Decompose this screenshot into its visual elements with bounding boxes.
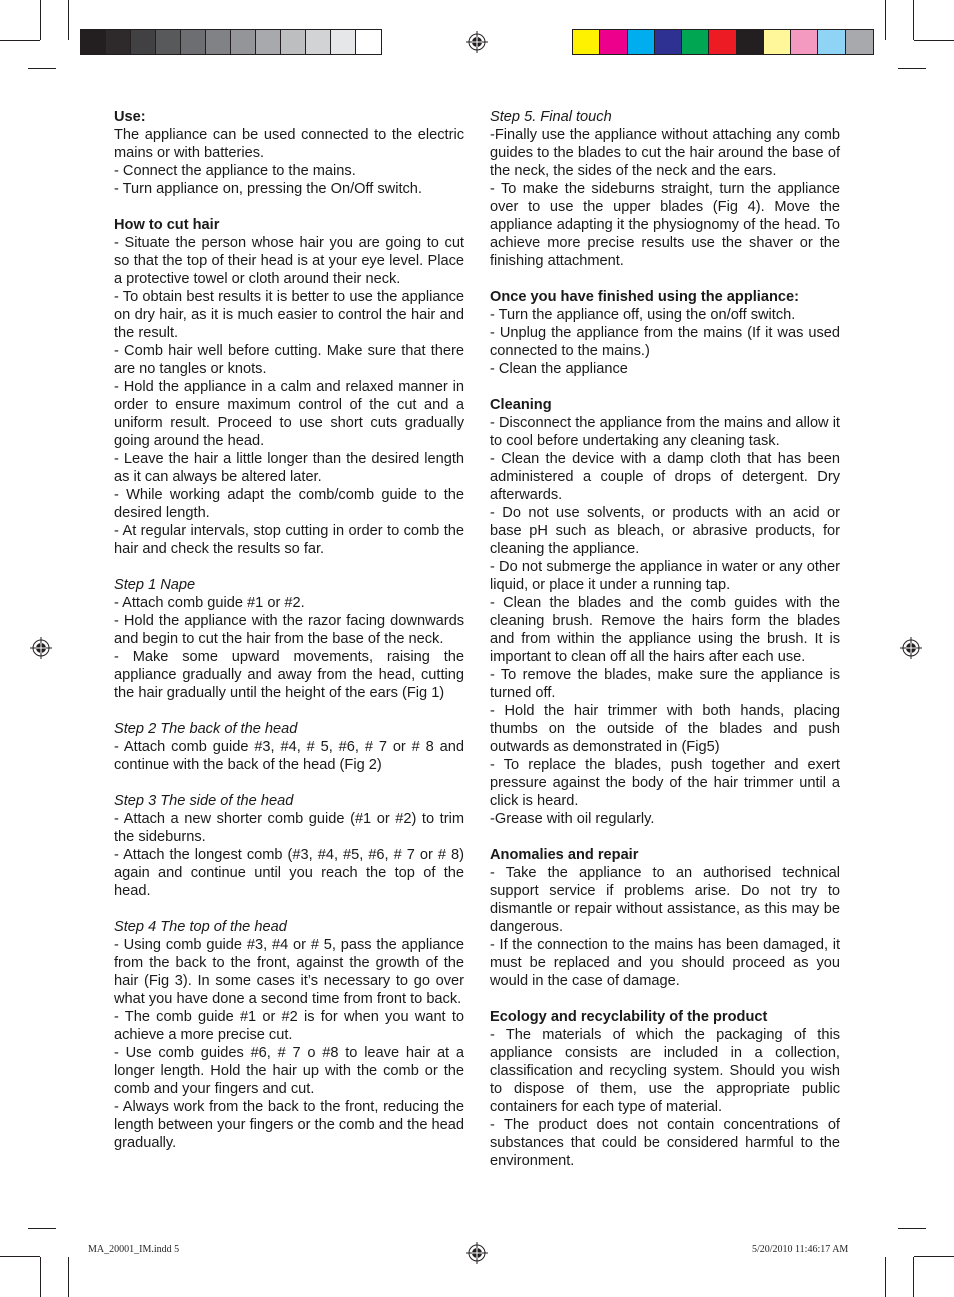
paragraph: - Situate the person whose hair you are going to cut so that the top of their head is at your eye level. Place a protective towel or cloth around their neck. <box>114 235 464 287</box>
right-text-column <box>490 108 840 1170</box>
paragraph: -Finally use the appliance without attaching any comb guides to the blades to cut the hair around the base of the neck, the sides of the neck and the ears. <box>490 127 840 179</box>
step-heading: Step 3 The side of the head <box>114 793 294 809</box>
paragraph: - To remove the blades, make sure the appliance is turned off. <box>490 667 840 701</box>
crop-mark <box>914 1256 954 1257</box>
crop-mark <box>885 0 886 40</box>
color-swatch <box>818 30 845 54</box>
paragraph: - The product does not contain concentrations of substances that could be considered harmful to the environment. <box>490 1117 840 1169</box>
paragraph: - To replace the blades, push together and exert pressure against the body of the hair trimmer until a click is heard. <box>490 757 840 809</box>
paragraph: - Hold the hair trimmer with both hands, placing thumbs on the outside of the blades and push outwards as demonstrated in (Fig5) <box>490 703 840 755</box>
color-swatch <box>156 30 181 54</box>
crop-mark <box>898 68 926 69</box>
paragraph: - Take the appliance to an authorised technical support service if problems arise. Do not try to dismantle or repair without assistance, as this may be dangerous. <box>490 865 840 935</box>
paragraph: - Hold the appliance in a calm and relaxed manner in order to ensure maximum control of the cut and a uniform result. Proceed to use short cuts gradually going around the head. <box>114 379 464 449</box>
paragraph: - The materials of which the packaging of this appliance consists are included in a collection, classification and recycling system. Should you wish to dispose of them, use the appropriate public containers for each type of material. <box>490 1027 840 1115</box>
color-swatch <box>281 30 306 54</box>
color-swatch <box>131 30 156 54</box>
paragraph: - Turn the appliance off, using the on/off switch. <box>490 307 796 323</box>
paragraph: - Unplug the appliance from the mains (If it was used connected to the mains.) <box>490 325 840 359</box>
paragraph: -Grease with oil regularly. <box>490 811 655 827</box>
paragraph: - Disconnect the appliance from the mains and allow it to cool before undertaking any cleaning task. <box>490 415 840 449</box>
section-heading: Ecology and recyclability of the product <box>490 1009 768 1025</box>
color-swatch <box>356 30 381 54</box>
color-swatch <box>81 30 106 54</box>
color-swatch <box>791 30 818 54</box>
paragraph: - Clean the appliance <box>490 361 628 377</box>
step-heading: Step 4 The top of the head <box>114 919 287 935</box>
paragraph: - Turn appliance on, pressing the On/Off switch. <box>114 181 422 197</box>
paragraph: - If the connection to the mains has been damaged, it must be replaced and you should proceed as you would in the case of damage. <box>490 937 840 989</box>
crop-mark <box>68 0 69 40</box>
section-heading: Cleaning <box>490 397 552 413</box>
grayscale-color-bar <box>80 29 382 55</box>
color-swatch <box>709 30 736 54</box>
step-heading: Step 2 The back of the head <box>114 721 298 737</box>
color-swatch <box>600 30 627 54</box>
section-heading: How to cut hair <box>114 217 220 233</box>
paragraph: - To make the sideburns straight, turn the appliance over to use the upper blades (Fig 4). Move the appliance adapting it the physiognomy of the head. To achieve more precise results use the shaver or the finishing attachment. <box>490 181 840 269</box>
color-swatch <box>764 30 791 54</box>
paragraph-gap <box>114 198 464 216</box>
crop-mark <box>914 40 954 41</box>
paragraph-gap <box>114 774 464 792</box>
crop-mark <box>40 1257 41 1297</box>
color-swatch <box>306 30 331 54</box>
paragraph: - At regular intervals, stop cutting in order to comb the hair and check the results so far. <box>114 523 464 557</box>
registration-mark-icon <box>466 1242 488 1264</box>
color-swatch <box>231 30 256 54</box>
section-heading: Anomalies and repair <box>490 847 639 863</box>
crop-mark <box>913 1257 914 1297</box>
paragraph: - Using comb guide #3, #4 or # 5, pass the appliance from the back to the front, against the growth of the hair (Fig 3). In some cases it’s necessary to go over what you have done a second time from front to back. <box>114 937 464 1007</box>
registration-mark-icon <box>30 637 52 659</box>
registration-mark-icon <box>900 637 922 659</box>
file-slug: MA_20001_IM.indd 5 <box>88 1244 180 1255</box>
paragraph-gap <box>490 270 840 288</box>
color-swatch <box>573 30 600 54</box>
color-swatch <box>106 30 131 54</box>
paragraph: - Comb hair well before cutting. Make sure that there are no tangles or knots. <box>114 343 464 377</box>
paragraph: - Do not submerge the appliance in water or any other liquid, or place it under a running tap. <box>490 559 840 593</box>
color-swatch <box>206 30 231 54</box>
color-swatch <box>737 30 764 54</box>
paragraph: - Hold the appliance with the razor facing downwards and begin to cut the hair from the base of the neck. <box>114 613 464 647</box>
color-swatch <box>256 30 281 54</box>
paragraph-gap <box>114 702 464 720</box>
step-heading: Step 5. Final touch <box>490 109 612 125</box>
crop-mark <box>28 1228 56 1229</box>
crop-mark <box>885 1257 886 1297</box>
crop-mark <box>898 1228 926 1229</box>
paragraph: - Clean the device with a damp cloth that has been administered a couple of drops of detergent. Dry afterwards. <box>490 451 840 503</box>
paragraph: - Clean the blades and the comb guides with the cleaning brush. Remove the hairs form the blades and from within the appliance using the brush. It is important to clean off all the hairs after each use. <box>490 595 840 665</box>
paragraph-gap <box>490 378 840 396</box>
paragraph: - Attach comb guide #3, #4, # 5, #6, # 7 or # 8 and continue with the back of the head (Fig 2) <box>114 739 464 773</box>
process-color-bar <box>572 29 874 55</box>
paragraph: - Always work from the back to the front, reducing the length between your fingers or the comb and the head gradually. <box>114 1099 464 1151</box>
print-timestamp: 5/20/2010 11:46:17 AM <box>752 1244 849 1255</box>
section-heading: Once you have finished using the appliance: <box>490 289 799 305</box>
color-swatch <box>181 30 206 54</box>
paragraph-gap <box>490 828 840 846</box>
paragraph-gap <box>114 558 464 576</box>
color-swatch <box>331 30 356 54</box>
crop-mark <box>40 0 41 40</box>
color-swatch <box>682 30 709 54</box>
crop-mark <box>913 0 914 40</box>
left-text-column <box>114 108 464 1152</box>
crop-mark <box>0 1256 40 1257</box>
paragraph: - Attach a new shorter comb guide (#1 or #2) to trim the sideburns. <box>114 811 464 845</box>
crop-mark <box>0 40 40 41</box>
paragraph: - Connect the appliance to the mains. <box>114 163 356 179</box>
paragraph: - Do not use solvents, or products with an acid or base pH such as bleach, or abrasive products, for cleaning the appliance. <box>490 505 840 557</box>
color-swatch <box>846 30 873 54</box>
paragraph: - While working adapt the comb/comb guide to the desired length. <box>114 487 464 521</box>
paragraph: - Attach the longest comb (#3, #4, #5, #6, # 7 or # 8) again and continue until you reach the top of the head. <box>114 847 464 899</box>
paragraph: The appliance can be used connected to the electric mains or with batteries. <box>114 127 464 161</box>
paragraph: - The comb guide #1 or #2 is for when you want to achieve a more precise cut. <box>114 1009 464 1043</box>
paragraph-gap <box>114 900 464 918</box>
paragraph: - Make some upward movements, raising the appliance gradually and away from the head, cutting the hair gradually until the height of the ears (Fig 1) <box>114 649 464 701</box>
step-heading: Step 1 Nape <box>114 577 196 593</box>
section-heading: Use: <box>114 109 146 125</box>
crop-mark <box>68 1257 69 1297</box>
color-swatch <box>655 30 682 54</box>
registration-mark-icon <box>466 31 488 53</box>
paragraph: - Leave the hair a little longer than the desired length as it can always be altered later. <box>114 451 464 485</box>
paragraph: - Use comb guides #6, # 7 o #8 to leave hair at a longer length. Hold the hair up with the comb or the comb and your fingers and cut. <box>114 1045 464 1097</box>
crop-mark <box>28 68 56 69</box>
paragraph-gap <box>490 990 840 1008</box>
color-swatch <box>628 30 655 54</box>
paragraph: - Attach comb guide #1 or #2. <box>114 595 305 611</box>
paragraph: - To obtain best results it is better to use the appliance on dry hair, as it is much easier to control the hair and the result. <box>114 289 464 341</box>
